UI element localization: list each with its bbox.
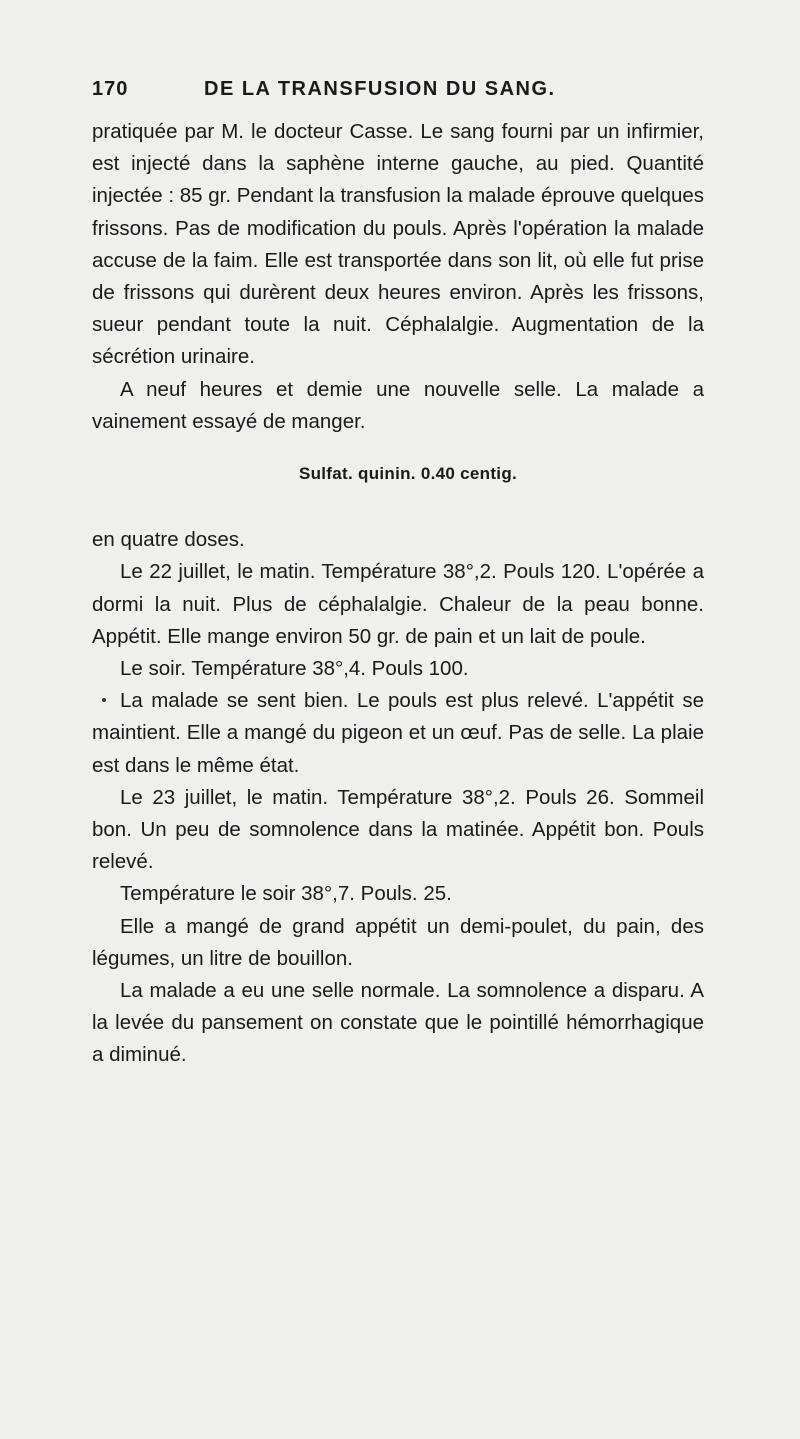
page-header (92, 78, 732, 108)
paragraph: Le 22 juillet, le matin. Température 38°,2. Pouls 120. L'opérée a dormi la nuit. Plus de céphalalgie. Chaleur de la peau bonne. Appétit. Elle mange environ 50 gr. de pain et un lait de poule. (92, 560, 704, 648)
running-title: DE LA TRANSFUSION DU SANG. (204, 78, 556, 100)
page-number: 170 (92, 78, 129, 100)
paragraph: La malade a eu une selle normale. La somnolence a disparu. A la levée du pansement on constate que le pointillé hémorrhagique a diminué. (92, 979, 704, 1067)
paragraph: A neuf heures et demie une nouvelle selle. La malade a vainement essayé de manger. (92, 377, 704, 433)
paragraph: Le soir. Température 38°,4. Pouls 100. (120, 657, 469, 681)
paragraph: pratiquée par M. le docteur Casse. Le sang fourni par un infirmier, est injecté dans la saphène interne gauche, au pied. Quantité injectée : 85 gr. Pendant la transfusion la malade éprouve quelques frissons. Pas de modification du pouls. Après l'opération la malade accuse de la faim. Elle est transportée dans son lit, où elle fut prise de frissons qui durèrent deux heures environ. Après les frissons, sueur pendant toute la nuit. Céphalalgie. Augmentation de la sécrétion urinaire. (92, 120, 704, 369)
paragraph: Température le soir 38°,7. Pouls. 25. (120, 882, 452, 906)
print-speck (102, 698, 106, 702)
paragraph: Elle a mangé de grand appétit un demi-poulet, du pain, des légumes, un litre de bouillon. (92, 914, 704, 970)
paragraph: La malade se sent bien. Le pouls est plus relevé. L'appétit se maintient. Elle a mangé du pigeon et un œuf. Pas de selle. La plaie est dans le même état. (92, 689, 704, 777)
paragraph: en quatre doses. (92, 528, 245, 552)
prescription-line: Sulfat. quinin. 0.40 centig. (298, 464, 518, 484)
body-text (92, 116, 704, 1072)
paragraph: Le 23 juillet, le matin. Température 38°,2. Pouls 26. Sommeil bon. Un peu de somnolence dans la matinée. Appétit bon. Pouls relevé. (92, 785, 704, 874)
